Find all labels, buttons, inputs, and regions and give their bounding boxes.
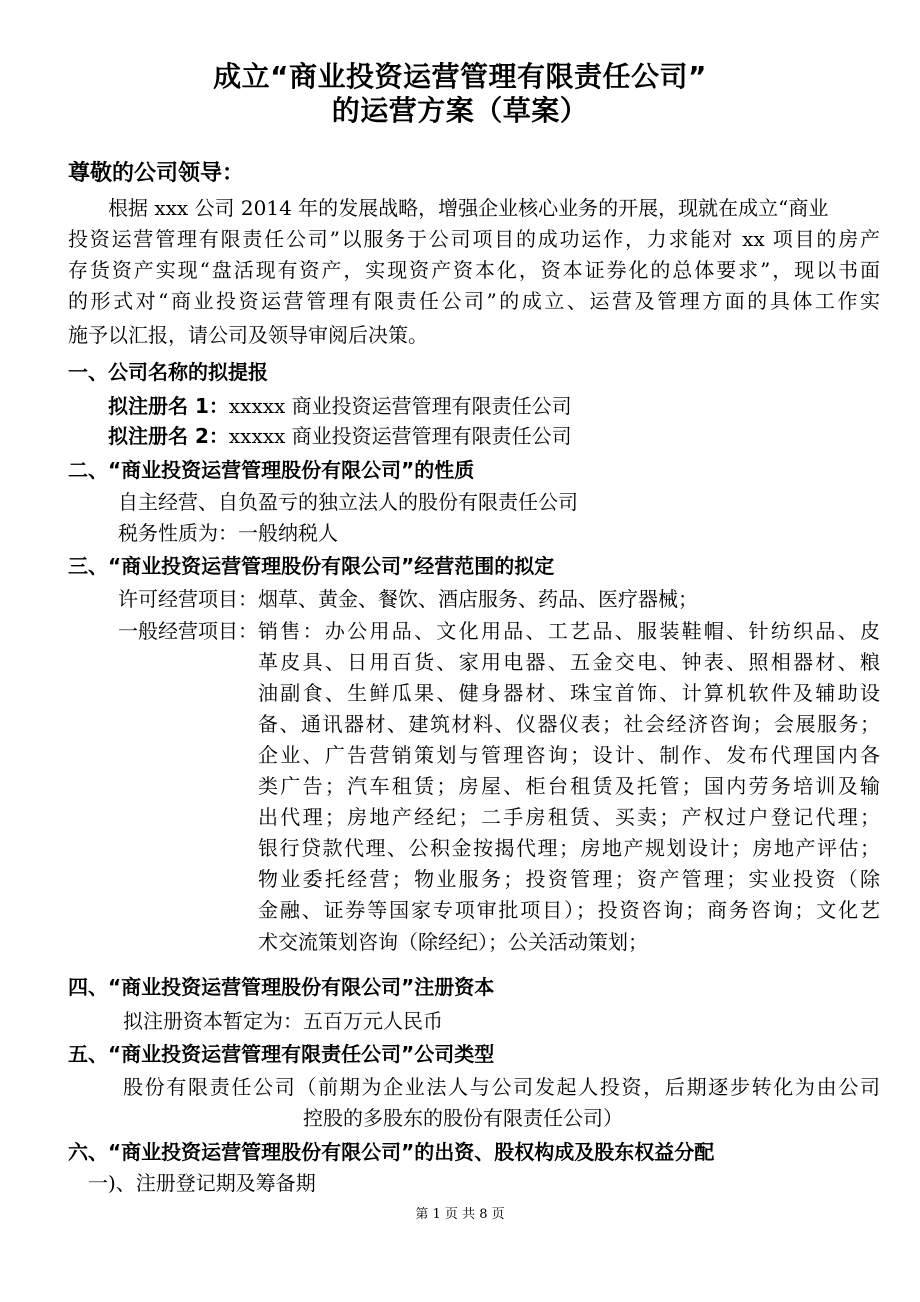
section-6-heading: 六、“商业投资运营管理股份有限公司”的出资、股权构成及股东权益分配 [68, 1140, 715, 1164]
registered-name-1 [108, 391, 572, 422]
section-5-heading: 五、“商业投资运营管理有限责任公司”公司类型 [68, 1042, 495, 1066]
general-business-line-10: 金融、证券等国家专项审批项目）；投资咨询；商务咨询；文化艺 [258, 898, 880, 922]
intro-line-3: 存货资产实现“盘活现有资产，实现资产资本化，资本证券化的总体要求”，现以书面 [68, 258, 880, 282]
intro-line-5: 施予以汇报，请公司及领导审阅后决策。 [68, 323, 428, 347]
section-5-line-1: 股份有限责任公司（前期为企业法人与公司发起人投资，后期逐步转化为由公司 [123, 1075, 880, 1099]
section-6-subheading-1: 一)、注册登记期及筹备期 [88, 1171, 316, 1195]
general-business-line-11: 术交流策划咨询（除经纪）；公关活动策划； [258, 930, 648, 954]
section-5-line-2: 控股的多股东的股份有限责任公司） [303, 1106, 623, 1130]
section-4-heading: 四、“商业投资运营管理股份有限公司”注册资本 [68, 975, 495, 999]
page-number-footer: 第 1 页 共 8 页 [415, 1207, 505, 1222]
registered-name-1-value: xxxxx 商业投资运营管理有限责任公司 [228, 394, 572, 418]
registered-name-1-label: 拟注册名 1： [108, 394, 229, 418]
section-3-heading: 三、“商业投资运营管理股份有限公司”经营范围的拟定 [68, 554, 555, 578]
intro-line-1: 根据 xxx 公司 2014 年的发展战略，增强企业核心业务的开展，现就在成立“商业 [108, 196, 829, 220]
intro-line-4: 的形式对“商业投资运营管理有限责任公司”的成立、运营及管理方面的具体工作实 [68, 289, 880, 313]
section-2-line-2: 税务性质为：一般纳税人 [118, 521, 338, 545]
general-business-line-7: 出代理；房地产经纪；二手房租赁、买卖；产权过户登记代理； [258, 805, 880, 829]
salutation: 尊敬的公司领导： [68, 161, 245, 186]
document-title-line-1: 成立“商业投资运营管理有限责任公司” [213, 60, 707, 93]
registered-name-2-value: xxxxx 商业投资运营管理有限责任公司 [228, 424, 572, 448]
general-business-line-8: 银行贷款代理、公积金按揭代理；房地产规划设计；房地产评估； [258, 836, 880, 860]
general-business-label: 一般经营项目： [118, 619, 258, 643]
licensed-business-items: 许可经营项目：烟草、黄金、餐饮、酒店服务、药品、医疗器械； [118, 587, 698, 611]
registered-name-2-label: 拟注册名 2： [108, 424, 229, 448]
general-business-line-2: 革皮具、日用百货、家用电器、五金交电、钟表、照相器材、粮 [258, 650, 880, 674]
general-business-line-4: 备、通讯器材、建筑材料、仪器仪表；社会经济咨询；会展服务； [258, 712, 880, 736]
section-2-line-1: 自主经营、自负盈亏的独立法人的股份有限责任公司 [118, 490, 578, 514]
intro-line-2: 投资运营管理有限责任公司”以服务于公司项目的成功运作，力求能对 xx 项目的房产 [68, 227, 880, 251]
registered-name-2 [108, 421, 572, 452]
general-business-line-3: 油副食、生鲜瓜果、健身器材、珠宝首饰、计算机软件及辅助设 [258, 681, 880, 705]
general-business-line-5: 企业、广告营销策划与管理咨询；设计、制作、发布代理国内各 [258, 743, 880, 767]
section-1-heading: 一、公司名称的拟提报 [68, 360, 268, 384]
section-2-heading: 二、“商业投资运营管理股份有限公司”的性质 [68, 458, 475, 482]
section-4-line-1: 拟注册资本暂定为：五百万元人民币 [123, 1009, 443, 1033]
general-business-line-1: 销售：办公用品、文化用品、工艺品、服装鞋帽、针纺织品、皮 [258, 619, 880, 643]
general-business-line-6: 类广告；汽车租赁；房屋、柜台租赁及托管；国内劳务培训及输 [258, 774, 880, 798]
general-business-line-9: 物业委托经营；物业服务；投资管理；资产管理；实业投资（除 [258, 867, 880, 891]
document-title-line-2: 的运营方案（草案） [331, 94, 589, 127]
